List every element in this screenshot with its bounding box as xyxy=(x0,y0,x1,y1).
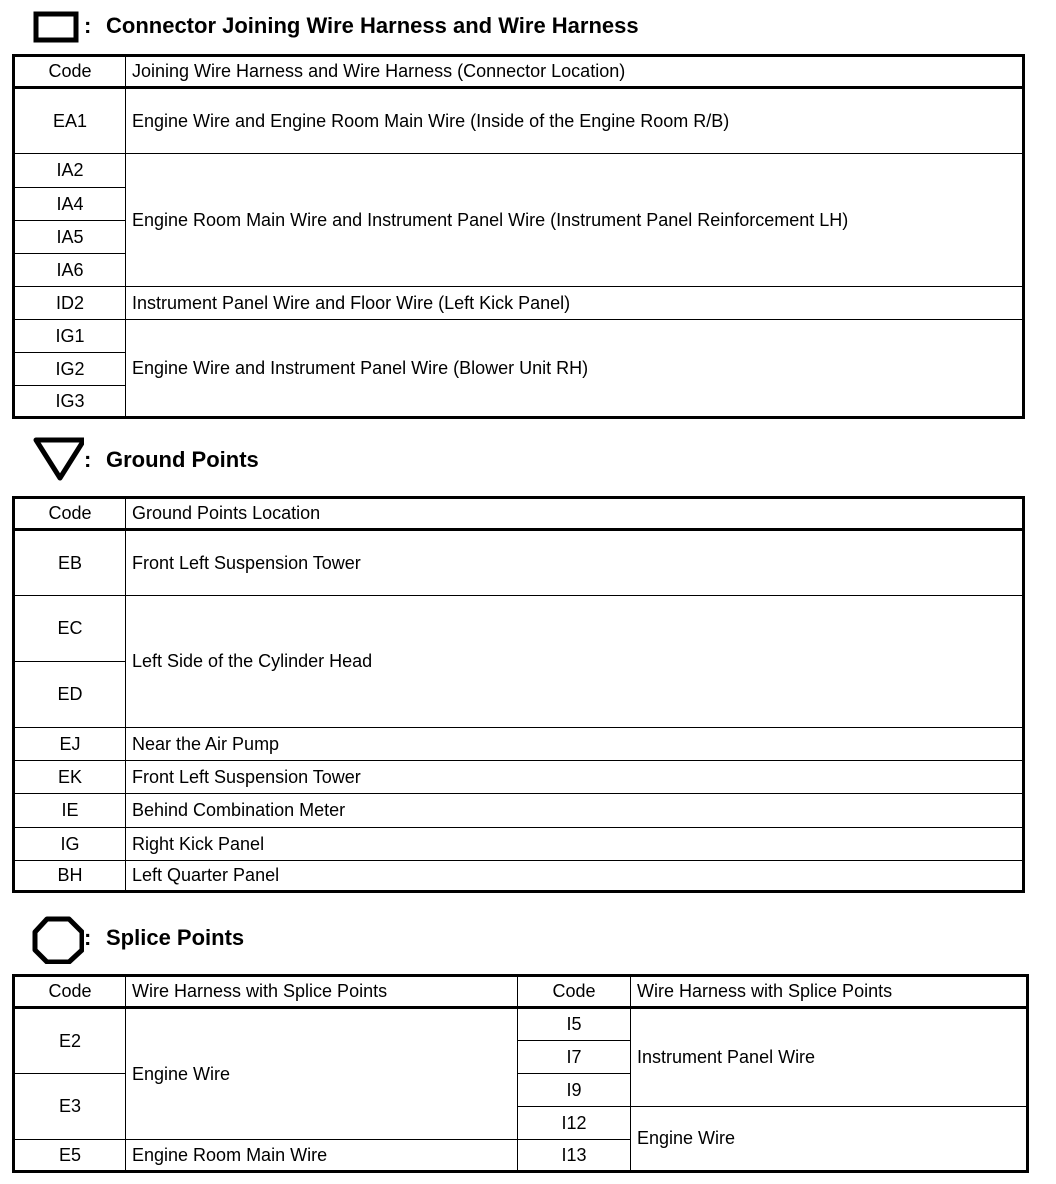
code-cell: E2 xyxy=(14,1008,126,1074)
code-cell: I12 xyxy=(518,1107,631,1140)
table-row xyxy=(14,320,1024,353)
table-header-row xyxy=(14,498,1024,530)
code-cell: BH xyxy=(14,861,126,892)
table-row xyxy=(14,761,1024,794)
header-harness-right: Wire Harness with Splice Points xyxy=(631,976,1028,1008)
code-cell: ED xyxy=(14,662,126,728)
code-cell: E5 xyxy=(14,1140,126,1172)
location-cell: Behind Combination Meter xyxy=(126,794,1024,828)
table-row xyxy=(14,596,1024,662)
code-cell: IG2 xyxy=(14,353,126,386)
code-cell: IA2 xyxy=(14,154,126,188)
splice-colon: : xyxy=(84,925,92,950)
table-row xyxy=(14,287,1024,320)
code-cell: E3 xyxy=(14,1074,126,1140)
connector-table xyxy=(12,54,1025,419)
code-cell: I13 xyxy=(518,1140,631,1172)
code-cell: ID2 xyxy=(14,287,126,320)
splice-section-title: Splice Points xyxy=(106,925,245,950)
code-cell: IG3 xyxy=(14,386,126,418)
header-code: Code xyxy=(14,56,126,88)
ground-table xyxy=(12,496,1025,893)
code-cell: IG xyxy=(14,828,126,861)
table-row xyxy=(14,1008,1028,1041)
octagon-icon xyxy=(14,918,84,958)
connector-colon: : xyxy=(84,13,92,38)
location-cell: Engine Wire and Engine Room Main Wire (Inside of the Engine Room R/B) xyxy=(126,88,1024,154)
header-location: Joining Wire Harness and Wire Harness (Connector Location) xyxy=(126,56,1024,88)
code-cell: EB xyxy=(14,530,126,596)
table-row xyxy=(14,530,1024,596)
header-code-right: Code xyxy=(518,976,631,1008)
location-cell: Instrument Panel Wire and Floor Wire (Left Kick Panel) xyxy=(126,287,1024,320)
location-cell: Left Quarter Panel xyxy=(126,861,1024,892)
square-box-icon xyxy=(14,6,84,46)
header-harness-left: Wire Harness with Splice Points xyxy=(126,976,518,1008)
code-cell: I7 xyxy=(518,1041,631,1074)
code-cell: IE xyxy=(14,794,126,828)
harness-cell: Instrument Panel Wire xyxy=(631,1008,1028,1107)
header-location: Ground Points Location xyxy=(126,498,1024,530)
header-code-left: Code xyxy=(14,976,126,1008)
harness-cell: Engine Wire xyxy=(631,1107,1028,1172)
code-cell: EJ xyxy=(14,728,126,761)
location-cell: Front Left Suspension Tower xyxy=(126,530,1024,596)
code-cell: I9 xyxy=(518,1074,631,1107)
location-cell: Engine Room Main Wire and Instrument Panel Wire (Instrument Panel Reinforcement LH) xyxy=(126,154,1024,287)
table-row xyxy=(14,728,1024,761)
location-cell: Engine Wire and Instrument Panel Wire (Blower Unit RH) xyxy=(126,320,1024,418)
inverted-triangle-icon xyxy=(14,440,84,480)
harness-cell: Engine Wire xyxy=(126,1008,518,1140)
location-cell: Near the Air Pump xyxy=(126,728,1024,761)
code-cell: IG1 xyxy=(14,320,126,353)
table-row xyxy=(14,861,1024,892)
harness-cell: Engine Room Main Wire xyxy=(126,1140,518,1172)
code-cell: EK xyxy=(14,761,126,794)
code-cell: IA5 xyxy=(14,221,126,254)
ground-colon: : xyxy=(84,447,92,472)
code-cell: IA4 xyxy=(14,188,126,221)
header-code: Code xyxy=(14,498,126,530)
table-header-row xyxy=(14,976,1028,1008)
connector-section-title: Connector Joining Wire Harness and Wire Harness xyxy=(106,13,639,38)
ground-section-heading xyxy=(14,440,259,480)
code-cell: IA6 xyxy=(14,254,126,287)
splice-table xyxy=(12,974,1029,1173)
connector-section-heading xyxy=(14,6,639,46)
table-row xyxy=(14,154,1024,188)
location-cell: Left Side of the Cylinder Head xyxy=(126,596,1024,728)
code-cell: EC xyxy=(14,596,126,662)
table-header-row xyxy=(14,56,1024,88)
table-row xyxy=(14,88,1024,154)
table-row xyxy=(14,794,1024,828)
code-cell: EA1 xyxy=(14,88,126,154)
code-cell: I5 xyxy=(518,1008,631,1041)
splice-section-heading xyxy=(14,918,244,958)
location-cell: Right Kick Panel xyxy=(126,828,1024,861)
location-cell: Front Left Suspension Tower xyxy=(126,761,1024,794)
ground-section-title: Ground Points xyxy=(106,447,259,472)
table-row xyxy=(14,828,1024,861)
